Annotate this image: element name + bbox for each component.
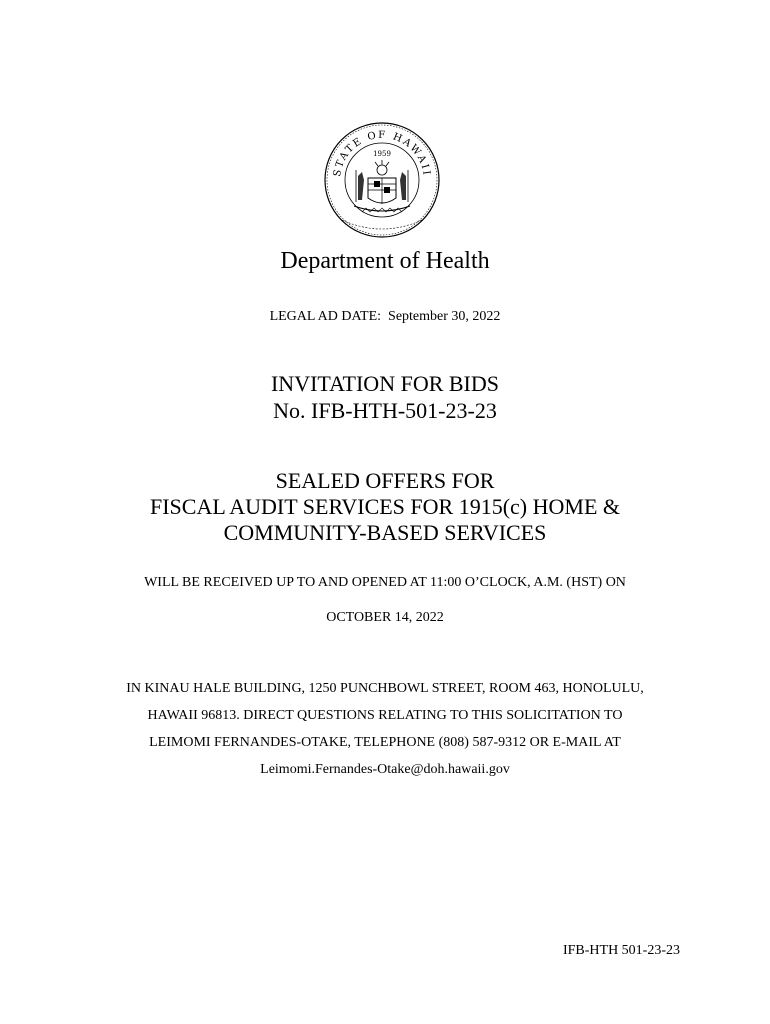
- seal-ring-text: STATE OF HAWAII: [332, 129, 432, 178]
- location-line-1: IN KINAU HALE BUILDING, 1250 PUNCHBOWL STREET, ROOM 463, HONOLULU,: [126, 681, 644, 696]
- footer-document-id: IFB-HTH 501-23-23: [562, 943, 680, 958]
- invitation-title: INVITATION FOR BIDS: [270, 371, 499, 396]
- legal-ad-date-value: September 30, 2022: [388, 309, 501, 324]
- location-line-2: HAWAII 96813. DIRECT QUESTIONS RELATING TO THIS SOLICITATION TO: [147, 708, 623, 723]
- state-of-hawaii-seal-icon: [322, 120, 442, 240]
- invitation-number: No. IFB-HTH-501-23-23: [273, 398, 497, 423]
- offers-line-1: SEALED OFFERS FOR: [275, 468, 495, 493]
- legal-ad-date: [0, 309, 770, 325]
- department-name: Department of Health: [280, 248, 490, 274]
- received-statement: WILL BE RECEIVED UP TO AND OPENED AT 11:00 O’CLOCK, A.M. (HST) ON: [144, 575, 626, 590]
- offers-line-2: FISCAL AUDIT SERVICES FOR 1915(c) HOME &: [149, 494, 621, 519]
- legal-ad-date-label: LEGAL AD DATE:: [269, 309, 382, 324]
- offers-line-3: COMMUNITY-BASED SERVICES: [223, 520, 547, 545]
- contact-email: Leimomi.Fernandes-Otake@doh.hawaii.gov: [260, 762, 510, 777]
- seal-year: 1959: [373, 150, 391, 158]
- location-line-3: LEIMOMI FERNANDES-OTAKE, TELEPHONE (808) 587-9312 OR E-MAIL AT: [149, 735, 621, 750]
- opening-date: OCTOBER 14, 2022: [326, 610, 444, 625]
